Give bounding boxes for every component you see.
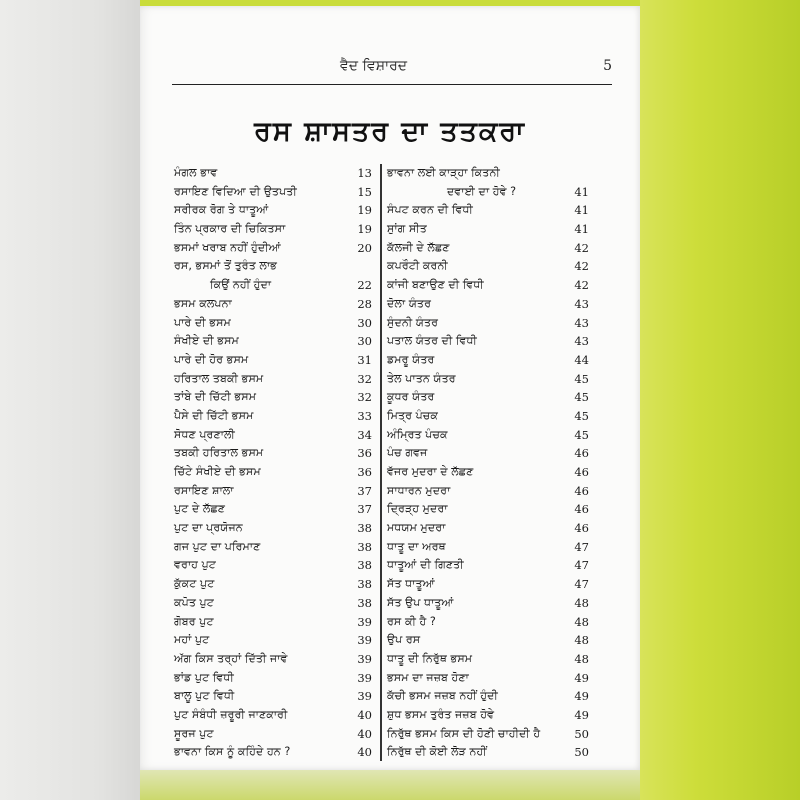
toc-entry-page: 47 — [574, 539, 589, 554]
toc-entry — [387, 444, 589, 463]
toc-entry-page: 31 — [357, 352, 372, 367]
toc-entry — [174, 594, 372, 613]
toc-entry-page: 43 — [574, 296, 589, 311]
toc-entry — [174, 538, 372, 557]
toc-entry-title: ਚਿੱਟੇ ਸੰਖੀਏ ਦੀ ਭਸਮ — [174, 465, 261, 478]
toc-entry — [387, 426, 589, 445]
toc-entry — [387, 556, 589, 575]
toc-entry-page: 33 — [357, 408, 372, 423]
toc-entry — [174, 650, 372, 669]
toc-entry-title: ਗੋਬਰ ਪੁਟ — [174, 614, 214, 628]
toc-entry-page: 49 — [574, 670, 589, 685]
toc-entry — [174, 314, 372, 333]
toc-entry-page: 45 — [574, 390, 589, 405]
toc-entry-page: 42 — [574, 259, 589, 274]
toc-entry-title: ਕਾਂਜੀ ਬਣਾਉਣ ਦੀ ਵਿਧੀ — [387, 278, 484, 292]
toc-entry — [174, 519, 372, 538]
toc-entry-title: ਕਿਉਂ ਨਹੀਂ ਹੁੰਦਾ — [210, 278, 272, 292]
toc-entry-page: 37 — [357, 483, 372, 498]
toc-entry-title: ਕਪੋਤ ਪੁਟ — [174, 595, 214, 609]
toc-entry-page: 41 — [574, 184, 589, 199]
toc-entry-title: ਨਿਰੁੱਥ ਦੀ ਕੋਈ ਲੋੜ ਨਹੀਂ — [387, 745, 487, 759]
toc-entry-title: ਭਾਵਨਾ ਲਈ ਕਾੜ੍ਹਾ ਕਿਤਨੀ — [387, 166, 500, 179]
toc-entry — [387, 631, 589, 650]
toc-entry — [174, 332, 372, 351]
toc-entry — [174, 276, 372, 295]
toc-entry-page: 41 — [574, 222, 589, 237]
toc-entry-page: 36 — [357, 446, 372, 461]
toc-entry-title: ਤਾਂਬੇ ਦੀ ਚਿੱਟੀ ਭਸਮ — [174, 390, 257, 404]
toc-entry — [174, 669, 372, 688]
toc-entry-title: ਦਵਾਈ ਦਾ ਹੋਵੇ ? — [447, 184, 517, 198]
toc-entry-page: 44 — [574, 352, 589, 367]
toc-entry-page: 39 — [357, 670, 372, 685]
toc-entry — [387, 407, 589, 426]
toc-entry — [387, 463, 589, 482]
toc-entry-title: ਸਰੀਰਕ ਰੋਗ ਤੇ ਧਾਤੂਆਂ — [174, 203, 269, 217]
toc-entry — [387, 370, 589, 389]
toc-entry-title: ਮਿਤ੍ਰ ਪੰਚਕ — [387, 408, 439, 422]
toc-entry — [174, 388, 372, 407]
toc-entry-page: 42 — [574, 278, 589, 293]
toc-entry-page: 46 — [574, 483, 589, 498]
toc-entry-title: ਰਸ ਕੀ ਹੈ ? — [387, 614, 436, 628]
toc-entry-page: 38 — [357, 558, 372, 573]
toc-entry-page: 46 — [574, 465, 589, 479]
toc-entry-page: 41 — [574, 203, 589, 218]
toc-entry-title: ਰਸਾਇਣ ਸ਼ਾਲਾ — [174, 483, 234, 497]
toc-entry-page: 22 — [357, 278, 372, 293]
toc-left-column — [174, 164, 372, 762]
toc-entry — [387, 220, 589, 239]
toc-entry-title: ਦ੍ਰਿੜ੍ਹ ਮੁਦਰਾ — [387, 502, 448, 516]
toc-entry-title: ਵੱਜਰ ਮੁਦਰਾ ਦੇ ਲੱਛਣ — [387, 465, 474, 478]
toc-entry-title: ਕਪਰੌਟੀ ਕਰਨੀ — [387, 259, 448, 273]
toc-entry — [387, 332, 589, 351]
toc-entry-title: ਸੱਤ ਧਾਤੂਆਂ — [387, 577, 435, 591]
toc-entry-page: 19 — [357, 222, 372, 237]
toc-entry-title: ਧਾਤੂਆਂ ਦੀ ਗਿਣਤੀ — [387, 558, 464, 572]
toc-entry-page: 20 — [357, 240, 372, 255]
toc-entry-page: 34 — [357, 427, 372, 442]
toc-entry — [387, 257, 589, 276]
toc-entry — [174, 444, 372, 463]
toc-entry — [174, 201, 372, 220]
toc-entry — [387, 351, 589, 370]
toc-entry-title: ਸੱਤ ਉਪ ਧਾਤੂਆਂ — [387, 595, 454, 609]
page-number: 5 — [603, 58, 612, 74]
toc-entry-title: ਪੁਟ ਦਾ ਪ੍ਰਯੋਜਨ — [174, 521, 243, 535]
toc-entry-page: 42 — [574, 240, 589, 255]
toc-entry-page: 30 — [357, 334, 372, 349]
toc-entry-title: ਮਹਾਂ ਪੁਟ — [174, 633, 210, 647]
toc-entry-title: ਸੰਪਟ ਕਰਨ ਦੀ ਵਿਧੀ — [387, 203, 473, 217]
toc-entry-page: 38 — [357, 521, 372, 536]
toc-entry-title: ਸਾਧਾਰਨ ਮੁਦਰਾ — [387, 483, 451, 497]
toc-entry — [174, 725, 372, 744]
toc-entry — [387, 183, 589, 202]
toc-entry — [387, 743, 589, 762]
toc-entry-page: 28 — [357, 296, 372, 311]
toc-entry — [387, 201, 589, 220]
toc-entry — [387, 706, 589, 725]
toc-entry-title: ਭਾਵਨਾ ਕਿਸ ਨੂੰ ਕਹਿੰਦੇ ਹਨ ? — [174, 745, 291, 759]
toc-entry-title: ਸੁੰਦਨੀ ਯੰਤਰ — [387, 315, 439, 329]
toc-entry-title: ਸੰਖੀਏ ਦੀ ਭਸਮ — [174, 334, 239, 348]
toc-entry-page: 40 — [357, 726, 372, 741]
toc-entry — [387, 650, 589, 669]
toc-entry — [174, 613, 372, 632]
toc-entry-page: 39 — [357, 689, 372, 704]
toc-entry — [174, 164, 372, 183]
toc-entry-page: 40 — [357, 707, 372, 722]
toc-entry-title: ਗਜ ਪੁਟ ਦਾ ਪਰਿਮਾਣ — [174, 539, 261, 553]
toc-entry-title: ਸ਼ੁਧ ਭਸਮ ਤੁਰੰਤ ਜਜ਼ਬ ਹੋਵੇ — [387, 707, 495, 721]
toc-entry-title: ਪਤਾਲ ਯੰਤਰ ਦੀ ਵਿਧੀ — [387, 334, 477, 348]
toc-entry — [387, 575, 589, 594]
toc-entry-title: ਸੋਧਣ ਪ੍ਰਣਾਲੀ — [174, 427, 235, 441]
toc-entry-title: ਰਸਾਇਣ ਵਿਦਿਆ ਦੀ ਉਤਪਤੀ — [174, 184, 297, 198]
toc-entry — [174, 239, 372, 258]
toc-entry-title: ਮਧਯਮ ਮੁਦਰਾ — [387, 521, 446, 535]
toc-entry — [387, 519, 589, 538]
toc-entry-title: ਪੰਚ ਗਵਜ — [387, 446, 428, 460]
toc-entry-page: 45 — [574, 427, 589, 442]
toc-entry-page: 13 — [357, 166, 372, 180]
toc-entry-title: ਧਾਤੂ ਦੀ ਨਿਰੁੱਥ ਭਸਮ — [387, 651, 473, 665]
toc-entry — [174, 706, 372, 725]
toc-entry-title: ਦੋਲਾ ਯੰਤਰ — [387, 296, 432, 310]
toc-entry-page: 40 — [357, 745, 372, 760]
toc-entry-page: 39 — [357, 651, 372, 666]
toc-entry-page: 43 — [574, 334, 589, 349]
toc-entry — [387, 295, 589, 314]
toc-entry-title: ਕੱਚੀ ਭਸਮ ਜਜ਼ਬ ਨਹੀਂ ਹੁੰਦੀ — [387, 689, 498, 703]
toc-entry-page: 48 — [574, 614, 589, 629]
toc-entry — [174, 687, 372, 706]
toc-entry — [387, 669, 589, 688]
toc-entry-title: ਪੈਸੇ ਦੀ ਚਿੱਟੀ ਭਸਮ — [174, 408, 254, 422]
toc-entry-page: 38 — [357, 539, 372, 554]
background-green-cover — [640, 0, 800, 800]
toc-entry-page: 15 — [357, 184, 372, 199]
toc-entry-page: 39 — [357, 633, 372, 648]
toc-entry-title: ਪੁਟ ਦੇ ਲੱਛਣ — [174, 502, 226, 516]
toc-entry-page: 46 — [574, 521, 589, 536]
column-divider — [380, 164, 382, 761]
toc-entry-page: 50 — [574, 745, 589, 760]
toc-entry-title: ਬਾਲੂ ਪੁਟ ਵਿਧੀ — [174, 689, 235, 703]
toc-entry — [387, 613, 589, 632]
toc-entry-title: ਨਿਰੁੱਥ ਭਸਮ ਕਿਸ ਦੀ ਹੋਣੀ ਚਾਹੀਦੀ ਹੈ — [387, 726, 541, 740]
toc-entry — [174, 257, 372, 276]
toc-entry-title: ਅੰਮ੍ਰਿਤ ਪੰਚਕ — [387, 427, 448, 441]
running-header — [172, 54, 612, 85]
toc-entry-page: 50 — [574, 726, 589, 741]
toc-heading: ਰਸ ਸ਼ਾਸਤਰ ਦਾ ਤਤਕਰਾ — [254, 116, 526, 147]
toc-entry-title: ਪਾਰੇ ਦੀ ਹੋਰ ਭਸਮ — [174, 352, 249, 366]
toc-entry — [387, 725, 589, 744]
background-book-edge — [140, 770, 640, 800]
toc-entry — [387, 687, 589, 706]
toc-entry — [174, 631, 372, 650]
toc-entry-page: 38 — [357, 577, 372, 592]
toc-entry-page: 49 — [574, 689, 589, 704]
toc-entry — [174, 295, 372, 314]
toc-entry-title: ਭਸਮਾਂ ਖਰਾਬ ਨਹੀਂ ਹੁੰਦੀਆਂ — [174, 240, 281, 254]
toc-entry-title: ਸੂਰਜ ਪੁਟ — [174, 726, 214, 740]
toc-entry — [174, 220, 372, 239]
toc-entry-page: 46 — [574, 446, 589, 461]
toc-entry-title: ਕੱਲਜੀ ਦੇ ਲੱਛਣ — [387, 240, 450, 254]
toc-entry-title: ਉਪ ਰਸ — [387, 633, 421, 647]
toc-entry-title: ਪਾਰੇ ਦੀ ਭਸਮ — [174, 315, 231, 329]
toc-entry — [174, 351, 372, 370]
toc-entry-title: ਭਸਮ ਕਲਪਨਾ — [174, 296, 232, 310]
toc-entry — [174, 426, 372, 445]
toc-entry-page: 39 — [357, 614, 372, 629]
toc-entry-title: ਕੁੱਕਟ ਪੁਟ — [174, 577, 215, 591]
book-page — [140, 6, 640, 770]
toc-entry-page: 37 — [357, 502, 372, 517]
toc-entry — [174, 183, 372, 202]
toc-entry — [387, 276, 589, 295]
toc-entry-page: 48 — [574, 651, 589, 666]
toc-entry — [174, 482, 372, 501]
toc-entry-page: 47 — [574, 558, 589, 573]
toc-entry-page: 48 — [574, 633, 589, 648]
toc-entry — [174, 407, 372, 426]
toc-entry-page: 43 — [574, 315, 589, 330]
toc-entry — [174, 463, 372, 482]
toc-entry — [387, 482, 589, 501]
toc-entry — [174, 500, 372, 519]
toc-entry — [387, 239, 589, 258]
toc-entry-page: 38 — [357, 595, 372, 610]
toc-entry-page: 48 — [574, 595, 589, 610]
toc-entry-title: ਰਸ, ਭਸਮਾਂ ਤੋਂ ਤੁਰੰਤ ਲਾਭ — [174, 259, 278, 273]
toc-entry-title: ਤਬਕੀ ਹਰਿਤਾਲ ਭਸਮ — [174, 446, 264, 460]
toc-entry-title: ਤੇਲ ਪਾਤਨ ਯੰਤਰ — [387, 371, 456, 385]
toc-entry-title: ਡਮਰੂ ਯੰਤਰ — [387, 352, 435, 366]
toc-entry-page: 36 — [357, 465, 372, 479]
toc-entry-page: 45 — [574, 408, 589, 423]
toc-entry-page: 46 — [574, 502, 589, 517]
toc-entry-page: 49 — [574, 707, 589, 722]
toc-entry-page: 32 — [357, 390, 372, 405]
toc-entry — [174, 575, 372, 594]
toc-entry-title: ਕੂਧਰ ਯੰਤਰ — [387, 390, 435, 404]
toc-entry — [174, 556, 372, 575]
toc-entry — [387, 314, 589, 333]
toc-entry-page: 45 — [574, 371, 589, 386]
toc-entry-title: ਵਰਾਹ ਪੁਟ — [174, 558, 216, 572]
toc-entry-title: ਅੱਗ ਕਿਸ ਤਰ੍ਹਾਂ ਦਿੱਤੀ ਜਾਵੇ — [174, 651, 288, 665]
toc-entry — [387, 594, 589, 613]
toc-entry-page: 19 — [357, 203, 372, 218]
toc-entry-title: ਭਸਮ ਦਾ ਜਜ਼ਬ ਹੋਣਾ — [387, 670, 469, 684]
toc-entry — [387, 388, 589, 407]
toc-entry — [387, 164, 589, 183]
toc-entry-title: ਭਾਂਡ ਪੁਟ ਵਿਧੀ — [174, 670, 234, 684]
toc-entry-page: 32 — [357, 371, 372, 386]
toc-entry-page: 30 — [357, 315, 372, 330]
toc-entry — [174, 370, 372, 389]
toc-entry-title: ਮੰਗਲ ਭਾਵ — [174, 166, 218, 179]
toc-entry-page: 47 — [574, 577, 589, 592]
background-left-page — [0, 0, 140, 800]
running-header-title: ਵੈਦ ਵਿਸ਼ਾਰਦ — [340, 58, 408, 74]
toc-entry — [387, 500, 589, 519]
toc-entry-title: ਸੁਾਂਗ ਸੀਤ — [387, 222, 427, 236]
toc-entry — [174, 743, 372, 762]
toc-entry — [387, 538, 589, 557]
toc-entry-title: ਤਿੰਨ ਪ੍ਰਕਾਰ ਦੀ ਚਿਕਿਤਸਾ — [174, 222, 286, 236]
toc-entry-title: ਧਾਤੂ ਦਾ ਅਰਥ — [387, 539, 446, 553]
toc-entry-title: ਪੁਟ ਸੰਬੰਧੀ ਜ਼ਰੂਰੀ ਜਾਣਕਾਰੀ — [174, 707, 288, 721]
toc-right-column — [387, 164, 589, 762]
toc-entry-title: ਹਰਿਤਾਲ ਤਬਕੀ ਭਸਮ — [174, 371, 264, 385]
